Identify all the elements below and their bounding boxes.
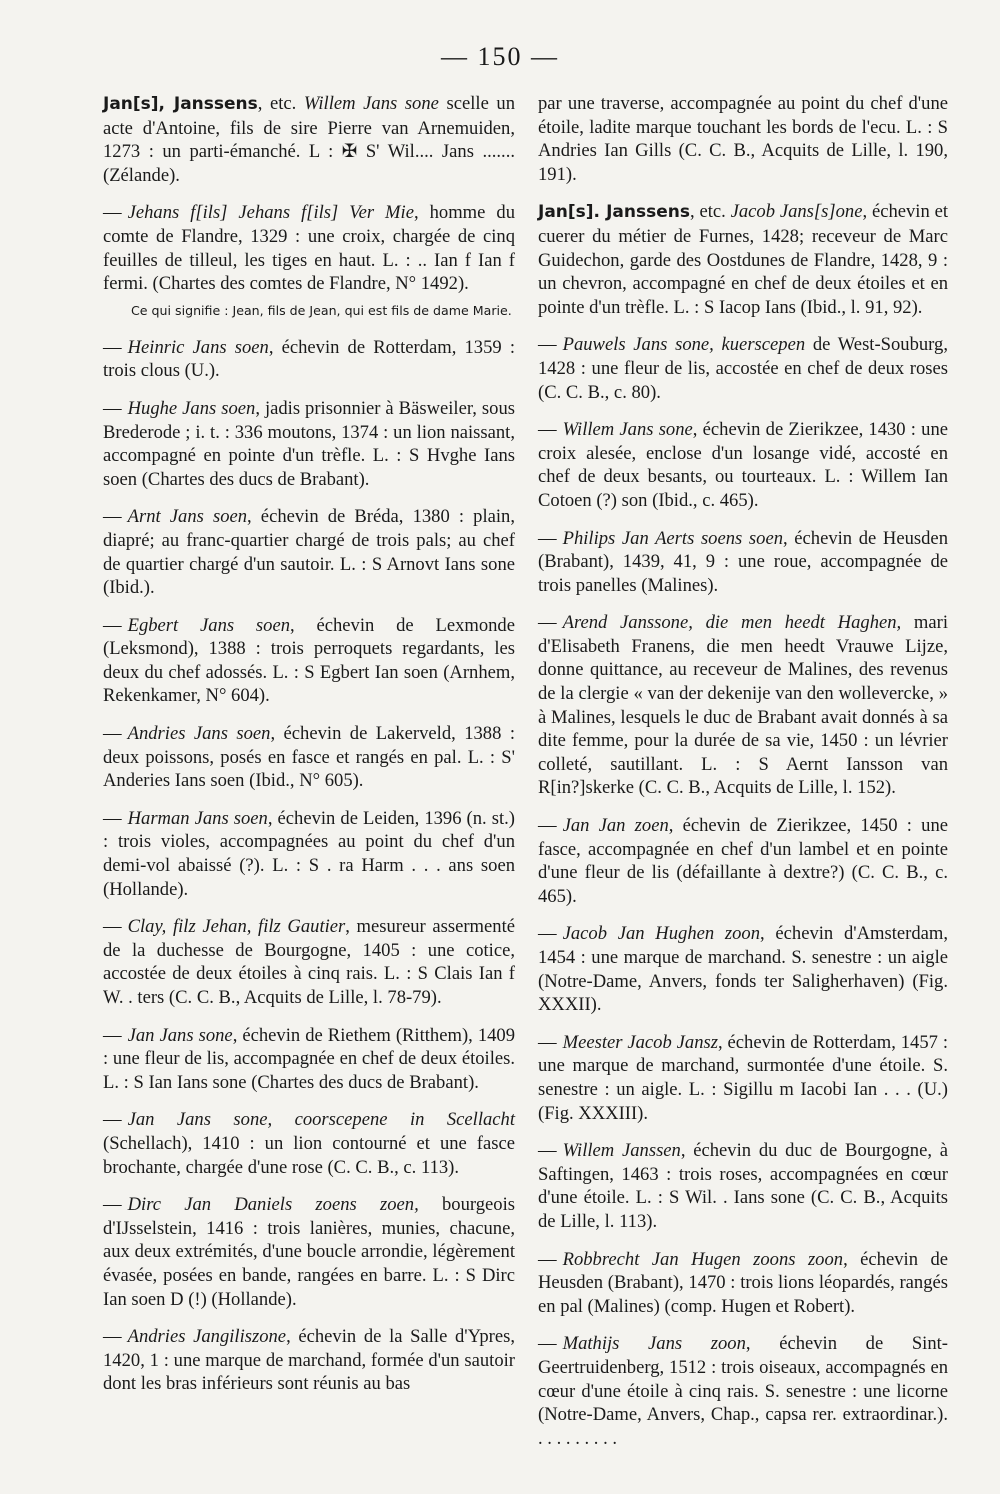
entry-paragraph: [538, 814, 948, 908]
person-name: Jacob Jan Hughen zoon: [562, 923, 761, 945]
person-name: Jan Jans sone: [127, 1024, 233, 1046]
entry-paragraph: [103, 92, 515, 187]
person-name: Robbrecht Jan Hugen zoons zoon: [562, 1248, 844, 1270]
entry-text: , échevin de Leiden, 1396 (n. st.) : trois violes, accompagnées au point du chef d'un demi-vol abaissé (?). L. : S . ra Harm . . . ans soen (Hollande).: [103, 807, 515, 900]
entry-text: , échevin de Heusden (Brabant), 1470 : trois lions léopardés, rangés en pal (Malines) (comp. Hugen et Robert).: [538, 1248, 948, 1317]
person-name: Mathijs Jans zoon: [562, 1333, 746, 1355]
em-dash: —: [103, 1194, 122, 1216]
em-dash: —: [103, 916, 122, 938]
em-dash: —: [103, 1024, 122, 1046]
person-name: Dirc Jan Daniels zoens zoen,: [127, 1194, 419, 1216]
entry-paragraph: [103, 915, 515, 1009]
entry-text: , échevin d'Amsterdam, 1454 : une marque de marchand. S. senestre : un aigle (Notre-Dame, Anvers, fonds ter Saligherhaven) (Fig. XXXII).: [538, 923, 948, 1016]
person-name: Andries Jangiliszone: [127, 1326, 287, 1348]
entry-paragraph: [103, 1193, 515, 1311]
right-column: [538, 92, 948, 1464]
person-name: Harman Jans soen: [127, 807, 268, 829]
entry-paragraph: [103, 614, 515, 708]
entry-text: , échevin de Rotterdam, 1457 : une marque de marchand, surmontée d'une étoile. S. senestre : un aigle. L. : Sigillu m Iacobi Ian . . . (U.) (Fig. XXXIII).: [538, 1031, 948, 1124]
em-dash: —: [538, 612, 557, 634]
entry-paragraph: [103, 722, 515, 793]
person-name: Arend Janssone, die men heedt Haghen,: [562, 612, 902, 634]
entry-paragraph: [538, 1031, 948, 1125]
em-dash: —: [538, 923, 557, 945]
entry-text: , échevin de Zierikzee, 1450 : une fasce, accompagnée en chef d'un lambel et en pointe d'une fleur de lis (défaillante à dextre?) (C. C. B., c. 465).: [538, 815, 948, 907]
entry-text: de West-Souburg, 1428 : une fleur de lis, accostée en chef de deux roses (C. C. B., c. 80).: [538, 334, 948, 403]
em-dash: —: [103, 506, 122, 528]
entry-text: bourgeois d'IJsselstein, 1416 : trois lanières, munies, chacune, aux deux extrémités, d'une boucle arrondie, légèrement évasée, posées en bande, rangées en barre. L. : S Dirc Ian soen D (!) (Hollande).: [103, 1194, 515, 1310]
entry-text: , échevin de Lexmonde (Leksmond), 1388 : trois perroquets regardants, les deux du chef adossés. L. : S Egbert Ian soen (Arnhem, Rekenkamer, N° 604).: [103, 614, 515, 707]
entry-paragraph: [103, 1024, 515, 1095]
entry-text: , échevin de Riethem (Ritthem), 1409 : une fleur de lis, accompagnée en chef de deux étoiles. L. : S Ian Ians sone (Chartes des ducs de Brabant).: [103, 1024, 516, 1093]
entry-paragraph: [538, 418, 948, 512]
entry-heading-rest: , etc.: [257, 93, 304, 114]
person-name: Hughe Jans soen: [127, 397, 256, 419]
em-dash: —: [103, 614, 122, 636]
em-dash: —: [103, 397, 122, 419]
entry-text: , échevin de Rotterdam, 1359 : trois clous (U.).: [103, 336, 515, 382]
entry-text: , échevin de Heusden (Brabant), 1439, 41, 9 : une roue, accompagnée de trois panelles (Malines).: [538, 527, 948, 596]
entry-text: , échevin du duc de Bourgogne, à Saftingen, 1463 : trois roses, accompagnées en cœur d'une étoile. L. : S Wil. . Ians sone (C. C. B., Acquits de Lille, l. 113).: [538, 1140, 948, 1232]
page-number: — 150 —: [441, 42, 559, 71]
entry-paragraph: [103, 201, 515, 295]
entry-paragraph: [538, 92, 948, 186]
person-name: Willem Jans sone: [303, 93, 439, 114]
entry-paragraph: [538, 922, 948, 1016]
entry-text: , échevin de Lakerveld, 1388 : deux poissons, posés en fasce et rangés en pal. L. : S' Anderies Ians soen (Ibid., N° 605).: [103, 723, 515, 792]
entry-text: , échevin de Bréda, 1380 : plain, diapré; au franc-quartier chargé de trois pals; au chef de quartier chargé d'un sautoir. L. : S Arnovt Ians sone (Ibid.).: [103, 506, 515, 599]
entry-paragraph: [103, 1325, 515, 1396]
entry-text: , échevin et cuerer du métier de Furnes, 1428; receveur de Marc Guidechon, garde des Oostdunes de Flandre, 1428, 9 : un chevron, accompagné en chef de deux étoiles et en pointe d'un trèfle. L. : S Iacop Ians (Ibid., l. 91, 92).: [538, 201, 948, 318]
person-name: Jehans f[ils] Jehans f[ils] Ver Mie: [127, 202, 414, 224]
person-name: Clay, filz Jehan, filz Gautier: [127, 916, 346, 938]
person-name: Meester Jacob Jansz: [562, 1031, 718, 1053]
entry-paragraph: [103, 807, 515, 901]
person-name: Jan Jans sone, coorscepene in Scellacht: [127, 1109, 515, 1131]
entry-heading-rest: , etc.: [690, 201, 731, 223]
em-dash: —: [538, 1333, 557, 1355]
entry-paragraph: [538, 1332, 948, 1450]
person-name: Willem Jans sone: [562, 419, 693, 441]
entry-text: , échevin de Zierikzee, 1430 : une croix alesée, enclose d'un losange vidé, accosté en chef de deux besants, ou tourteaux. L. : Willem Ian Cotoen (?) son (Ibid., c. 465).: [538, 419, 948, 511]
em-dash: —: [103, 1326, 122, 1348]
em-dash: —: [103, 202, 122, 224]
entry-paragraph: [103, 1108, 515, 1179]
em-dash: —: [538, 1031, 557, 1053]
entry-text: scelle un acte d'Antoine, fils de sire Pierre van Arnemuiden, 1273 : un parti-émanché. L : ✠ S' Wil.... Jans ....... (Zélande).: [103, 93, 516, 186]
entry-paragraph: [103, 397, 515, 491]
footnote: Ce qui signifie : Jean, fils de Jean, qui est fils de dame Marie.: [131, 302, 512, 318]
em-dash: —: [103, 336, 122, 358]
entry-text: mari d'Elisabeth Franens, die men heedt Vrauwe Lijze, donne quittance, au receveur de Malines, des revenus de la clergie « van der dekenije van den wolleverckе, » à Malines, lesquels le duc de Brabant avait donnés à sa dite femme, pour la durée de sa vie, 1450 : un lévrier colleté, sautillant. L. : S Aernt Iansson van R[in?]skerke (C. C. B., Acquits de Lille, l. 152).: [538, 612, 948, 799]
person-name: Jacob Jans[s]one: [730, 201, 863, 223]
person-name: Jan Jan zoen: [562, 815, 669, 837]
entry-paragraph: [538, 527, 948, 598]
entry-paragraph: [103, 336, 515, 383]
em-dash: —: [538, 334, 557, 356]
person-name: Egbert Jans soen: [127, 614, 290, 636]
em-dash: —: [103, 723, 122, 745]
entry-text: , mesureur assermenté de la duchesse de Bourgogne, 1405 : une cotice, accostée de deux étoiles à cinq rais. L. : S Clais Ian f W. . ters (C. C. B., Acquits de Lille, l. 78-79).: [103, 916, 515, 1008]
entry-paragraph: [538, 200, 948, 319]
entry-paragraph: [538, 1139, 948, 1233]
entry-text: , échevin de la Salle d'Ypres, 1420, 1 : une marque de marchand, formée d'un sautoir dont les bras inférieurs sont réunis au bas: [103, 1326, 515, 1395]
person-name: Heinric Jans soen: [127, 336, 269, 358]
left-column: [103, 92, 515, 1410]
em-dash: —: [538, 419, 557, 441]
entry-paragraph: [103, 505, 515, 599]
em-dash: —: [538, 815, 557, 837]
em-dash: —: [538, 1248, 557, 1270]
entry-text: par une traverse, accompagnée au point du chef d'une étoile, ladite marque touchant les bords de l'ecu. L. : S Andries Ian Gills (C. C. B., Acquits de Lille, l. 190, 191).: [538, 93, 948, 185]
em-dash: —: [103, 807, 122, 829]
entry-text: , homme du comte de Flandre, 1329 : une croix, chargée de cinq feuilles de tilleul, les tiges en haut. L. : .. Ian f Ian f fermi. (Chartes des comtes de Flandre, N° 1492).: [103, 202, 515, 295]
entry-text: , jadis prisonnier à Bäsweiler, sous Brederode ; i. t. : 336 moutons, 1374 : un lion naissant, accompagné en pointe d'un trèfle. L. : S Hvghe Ians soen (Chartes des ducs de Brabant).: [103, 397, 515, 490]
person-name: Philips Jan Aerts soens soen: [562, 527, 783, 549]
em-dash: —: [538, 527, 557, 549]
entry-paragraph: [538, 333, 948, 404]
person-name: Willem Janssen: [562, 1140, 681, 1162]
person-name: Arnt Jans soen: [127, 506, 248, 528]
em-dash: —: [103, 1109, 122, 1131]
em-dash: —: [538, 1140, 557, 1162]
entry-text: (Schellach), 1410 : un lion contourné et une fasce brochante, chargée d'une rose (C. C. B., c. 113).: [103, 1132, 515, 1178]
entry-heading: Jan[s], Janssens: [103, 94, 258, 114]
person-name: Andries Jans soen: [127, 723, 271, 745]
entry-paragraph: [538, 611, 948, 800]
entry-text: , échevin de Sint-Geertruidenberg, 1512 : trois oiseaux, accompagnés en cœur d'une étoile à cinq rais. S. senestre : une licorne (Notre-Dame, Anvers, Chap., capsa rer. extraordinar.). . . . . . . . . .: [538, 1333, 948, 1449]
person-name: Pauwels Jans sone, kuerscepen: [562, 334, 806, 356]
entry-heading: Jan[s]. Janssens: [538, 202, 690, 223]
entry-paragraph: [538, 1248, 948, 1319]
